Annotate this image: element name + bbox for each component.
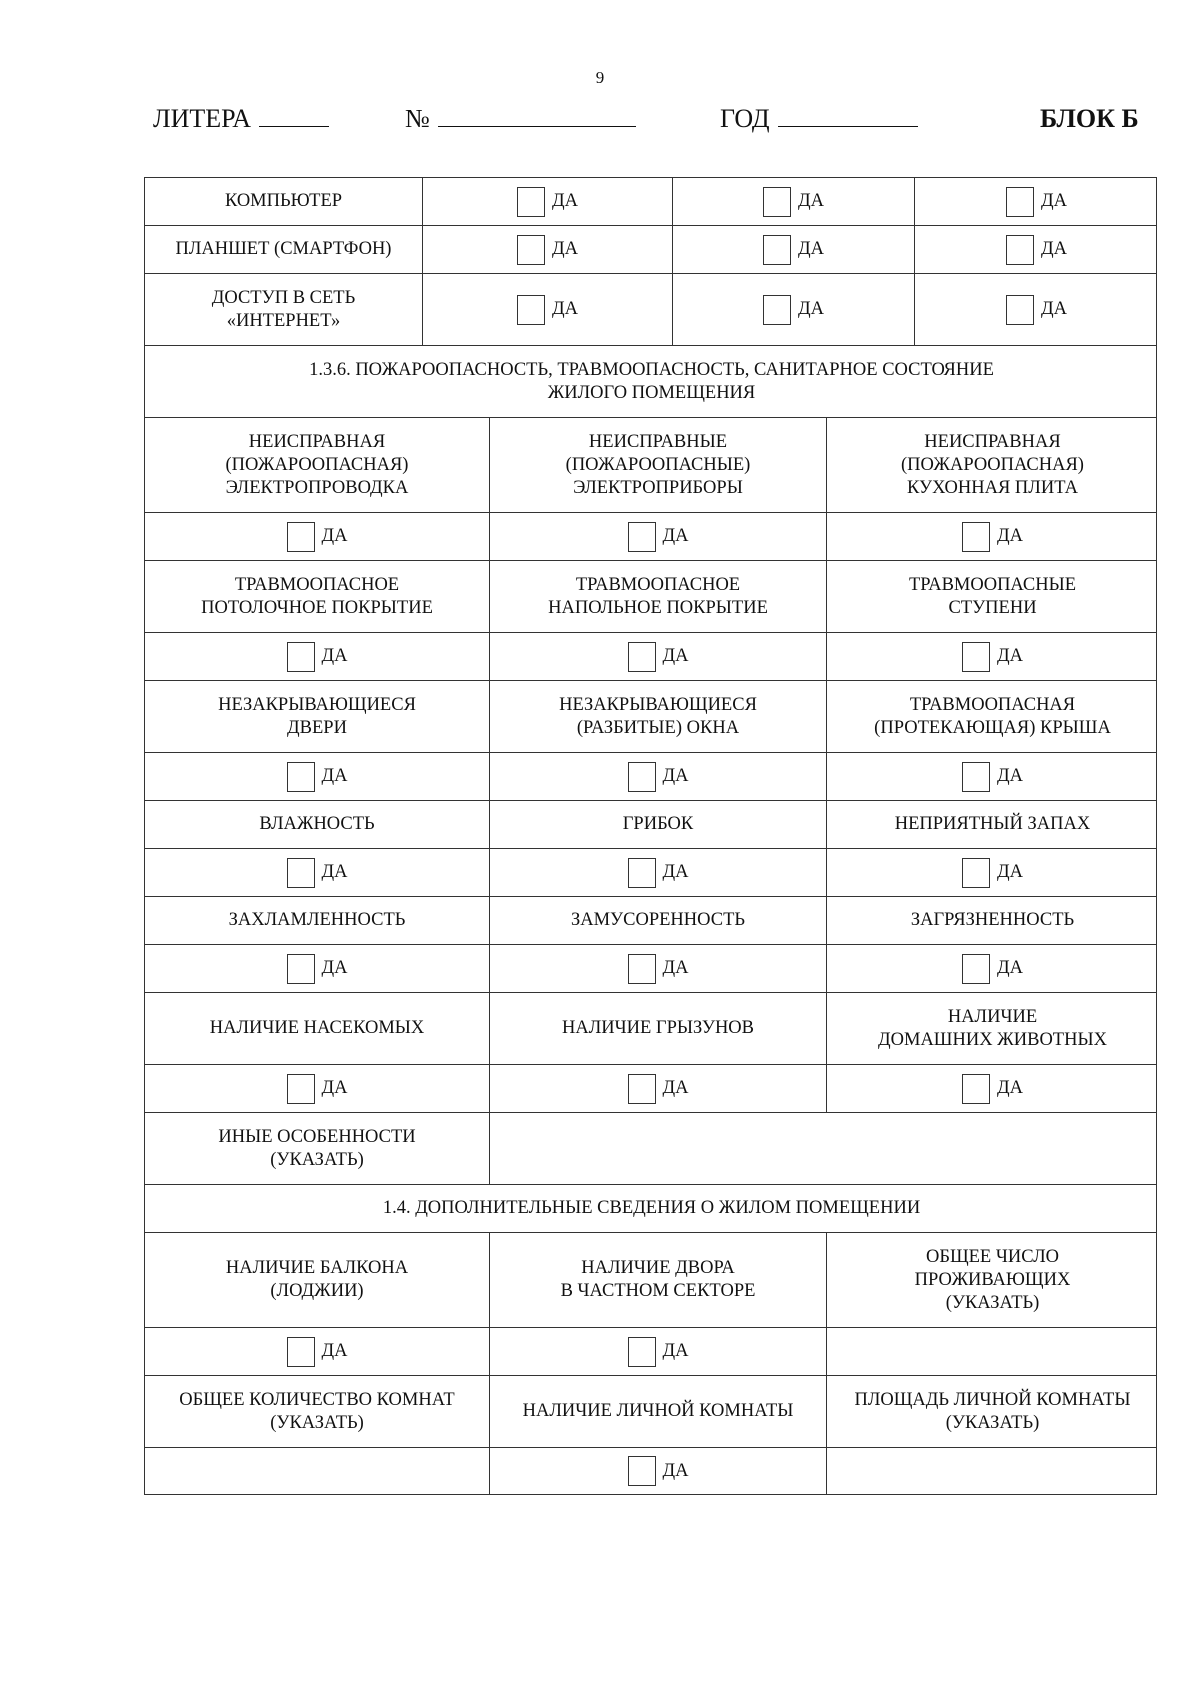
- criteria-label-cell: [826, 681, 1158, 752]
- device-answer-cell: [914, 226, 1158, 273]
- criteria-answer-cell: [145, 945, 489, 992]
- device-2-col-2-yes-label: ДА: [798, 299, 824, 319]
- criteria-3-1-yes-label: ДА: [662, 862, 689, 882]
- criteria-1-1-yes-label: ДА: [662, 646, 689, 666]
- additional-label-cell: [489, 1376, 826, 1447]
- criteria-1-0-yes-label: ДА: [321, 646, 348, 666]
- device-row: [144, 177, 1157, 225]
- section-136-title: 1.3.6. ПОЖАРООПАСНОСТЬ, ТРАВМООПАСНОСТЬ, САНИТАРНОЕ СОСТОЯНИЕ ЖИЛОГО ПОМЕЩЕНИЯ: [309, 359, 994, 403]
- criteria-3-0-yes-label: ДА: [321, 862, 348, 882]
- device-answer-cell: [422, 226, 672, 273]
- criteria-5-2-yes-label: ДА: [997, 1078, 1023, 1098]
- criteria-label-cell: [489, 993, 826, 1064]
- section-title-cell: [145, 1185, 1158, 1232]
- yard-option: [628, 1337, 689, 1367]
- criteria-answer-row: [144, 512, 1157, 560]
- device-row: [144, 273, 1157, 345]
- yard-checkbox[interactable]: [628, 1337, 656, 1367]
- criteria-answer-row: [144, 944, 1157, 992]
- criteria-label: НАЛИЧИЕ ДОМАШНИХ ЖИВОТНЫХ: [878, 1006, 1107, 1050]
- device-1-col-2-option: [763, 235, 824, 265]
- criteria-4-1-checkbox[interactable]: [628, 954, 656, 984]
- number-field: [405, 104, 636, 134]
- device-2-col-1-option: [517, 295, 578, 325]
- criteria-4-2-checkbox[interactable]: [962, 954, 990, 984]
- criteria-3-0-option: [287, 858, 348, 888]
- additional-label-cell: [826, 1233, 1158, 1327]
- criteria-2-0-yes-label: ДА: [321, 766, 348, 786]
- criteria-2-1-yes-label: ДА: [662, 766, 689, 786]
- criteria-label: НЕИСПРАВНАЯ (ПОЖАРООПАСНАЯ) КУХОННАЯ ПЛИТА: [901, 431, 1084, 498]
- criteria-0-2-checkbox[interactable]: [962, 522, 990, 552]
- criteria-4-0-checkbox[interactable]: [287, 954, 315, 984]
- device-label: ПЛАНШЕТ (СМАРТФОН): [175, 239, 392, 259]
- device-1-col-3-yes-label: ДА: [1041, 239, 1067, 259]
- criteria-0-1-yes-label: ДА: [662, 526, 689, 546]
- device-0-col-2-checkbox[interactable]: [763, 187, 791, 217]
- balcony-checkbox[interactable]: [287, 1337, 315, 1367]
- section-title-cell: [145, 346, 1158, 417]
- criteria-label-row: [144, 992, 1157, 1064]
- year-input-line[interactable]: [778, 104, 918, 127]
- criteria-0-2-option: [962, 522, 1023, 552]
- criteria-label-cell: [826, 801, 1158, 848]
- criteria-label-cell: [145, 681, 489, 752]
- criteria-5-0-checkbox[interactable]: [287, 1074, 315, 1104]
- criteria-answer-cell: [489, 945, 826, 992]
- criteria-label-cell: [489, 681, 826, 752]
- criteria-label-row: [144, 680, 1157, 752]
- criteria-answer-cell: [145, 633, 489, 680]
- other-features-row: [144, 1112, 1157, 1184]
- criteria-label: ТРАВМООПАСНОЕ НАПОЛЬНОЕ ПОКРЫТИЕ: [548, 574, 768, 618]
- criteria-answer-cell: [826, 633, 1158, 680]
- device-2-col-3-yes-label: ДА: [1041, 299, 1067, 319]
- criteria-5-0-option: [287, 1074, 348, 1104]
- criteria-1-2-checkbox[interactable]: [962, 642, 990, 672]
- criteria-3-0-checkbox[interactable]: [287, 858, 315, 888]
- device-label: ДОСТУП В СЕТЬ «ИНТЕРНЕТ»: [211, 287, 356, 331]
- criteria-3-2-yes-label: ДА: [997, 862, 1023, 882]
- device-answer-cell: [914, 178, 1158, 225]
- additional-answer-cell: [489, 1328, 826, 1375]
- criteria-label-cell: [826, 993, 1158, 1064]
- criteria-0-0-option: [287, 522, 348, 552]
- criteria-label-cell: [145, 561, 489, 632]
- additional-label: НАЛИЧИЕ БАЛКОНА (ЛОДЖИИ): [225, 1258, 409, 1301]
- criteria-answer-cell: [489, 1065, 826, 1112]
- device-label-cell: [145, 178, 422, 225]
- additional-label: ПЛОЩАДЬ ЛИЧНОЙ КОМНАТЫ (УКАЗАТЬ): [854, 1389, 1131, 1433]
- criteria-1-0-checkbox[interactable]: [287, 642, 315, 672]
- additional-label-cell: [145, 1233, 489, 1327]
- device-label-cell: [145, 226, 422, 273]
- criteria-3-2-option: [962, 858, 1023, 888]
- litera-label: ЛИТЕРА: [153, 104, 252, 133]
- rooms-count-input-cell[interactable]: [145, 1448, 489, 1494]
- criteria-label-cell: [826, 418, 1158, 512]
- device-answer-cell: [672, 178, 914, 225]
- block-label: БЛОК Б: [1040, 104, 1139, 133]
- criteria-5-1-checkbox[interactable]: [628, 1074, 656, 1104]
- criteria-1-1-option: [628, 642, 689, 672]
- device-0-col-2-yes-label: ДА: [798, 191, 824, 211]
- criteria-answer-cell: [489, 633, 826, 680]
- criteria-label: НЕИСПРАВНАЯ (ПОЖАРООПАСНАЯ) ЭЛЕКТРОПРОВОДКА: [225, 431, 409, 498]
- criteria-label-cell: [489, 561, 826, 632]
- criteria-0-1-checkbox[interactable]: [628, 522, 656, 552]
- criteria-answer-cell: [145, 1065, 489, 1112]
- other-features-input-cell[interactable]: [489, 1113, 1158, 1184]
- additional-label: ОБЩЕЕ ЧИСЛО ПРОЖИВАЮЩИХ (УКАЗАТЬ): [914, 1246, 1071, 1313]
- balcony-option: [287, 1337, 348, 1367]
- criteria-label: ВЛАЖНОСТЬ: [259, 814, 375, 834]
- device-0-col-2-option: [763, 187, 824, 217]
- criteria-0-0-checkbox[interactable]: [287, 522, 315, 552]
- criteria-4-1-yes-label: ДА: [662, 958, 689, 978]
- criteria-label: НЕЗАКРЫВАЮЩИЕСЯ (РАЗБИТЫЕ) ОКНА: [559, 694, 757, 738]
- criteria-5-1-option: [628, 1074, 689, 1104]
- device-2-col-2-checkbox[interactable]: [763, 295, 791, 325]
- criteria-2-0-checkbox[interactable]: [287, 762, 315, 792]
- device-0-col-1-yes-label: ДА: [552, 191, 578, 211]
- balcony-yes-label: ДА: [321, 1341, 348, 1361]
- criteria-label-row: [144, 896, 1157, 944]
- criteria-5-2-option: [962, 1074, 1023, 1104]
- device-0-col-3-option: [1006, 187, 1067, 217]
- criteria-5-2-checkbox[interactable]: [962, 1074, 990, 1104]
- additional-label: НАЛИЧИЕ ЛИЧНОЙ КОМНАТЫ: [522, 1401, 794, 1421]
- device-answer-cell: [914, 274, 1158, 345]
- additional-label-cell: [489, 1233, 826, 1327]
- criteria-label-cell: [489, 801, 826, 848]
- personal-room-yes-label: ДА: [662, 1460, 689, 1481]
- criteria-label: ТРАВМООПАСНОЕ ПОТОЛОЧНОЕ ПОКРЫТИЕ: [201, 574, 433, 618]
- criteria-2-2-checkbox[interactable]: [962, 762, 990, 792]
- additional-answer-row: [144, 1327, 1157, 1375]
- criteria-answer-cell: [826, 945, 1158, 992]
- criteria-1-1-checkbox[interactable]: [628, 642, 656, 672]
- criteria-4-1-option: [628, 954, 689, 984]
- criteria-label: НЕИСПРАВНЫЕ (ПОЖАРООПАСНЫЕ) ЭЛЕКТРОПРИБОРЫ: [565, 431, 751, 498]
- section-title-row: [144, 345, 1157, 417]
- device-answer-cell: [672, 226, 914, 273]
- section-title-row: [144, 1184, 1157, 1232]
- additional-label-cell: [145, 1376, 489, 1447]
- additional-label-cell: [826, 1376, 1158, 1447]
- criteria-0-0-yes-label: ДА: [321, 526, 348, 546]
- criteria-answer-row: [144, 632, 1157, 680]
- criteria-4-0-yes-label: ДА: [321, 958, 348, 978]
- yard-yes-label: ДА: [662, 1341, 689, 1361]
- criteria-label: ЗАХЛАМЛЕННОСТЬ: [228, 910, 406, 930]
- device-1-col-2-checkbox[interactable]: [763, 235, 791, 265]
- device-label-cell: [145, 274, 422, 345]
- additional-answer-row: [144, 1447, 1157, 1495]
- criteria-1-2-yes-label: ДА: [997, 646, 1023, 666]
- device-answer-cell: [422, 178, 672, 225]
- criteria-answer-cell: [826, 513, 1158, 560]
- criteria-5-1-yes-label: ДА: [662, 1078, 689, 1098]
- device-label: КОМПЬЮТЕР: [224, 191, 343, 211]
- device-2-col-3-option: [1006, 295, 1067, 325]
- criteria-4-2-yes-label: ДА: [997, 958, 1023, 978]
- litera-input-line[interactable]: [259, 104, 329, 127]
- criteria-label: ТРАВМООПАСНАЯ (ПРОТЕКАЮЩАЯ) КРЫША: [874, 694, 1111, 738]
- additional-label-row: [144, 1375, 1157, 1447]
- criteria-label: ЗАМУСОРЕННОСТЬ: [570, 910, 746, 930]
- device-answer-cell: [422, 274, 672, 345]
- personal-room-checkbox[interactable]: [628, 1456, 656, 1486]
- other-features-label: ИНЫЕ ОСОБЕННОСТИ (УКАЗАТЬ): [218, 1126, 416, 1170]
- criteria-label-cell: [145, 418, 489, 512]
- additional-answer-cell: [489, 1448, 826, 1494]
- criteria-2-1-option: [628, 762, 689, 792]
- criteria-answer-cell: [145, 849, 489, 896]
- device-0-col-1-option: [517, 187, 578, 217]
- device-2-col-2-option: [763, 295, 824, 325]
- device-1-col-2-yes-label: ДА: [798, 239, 824, 259]
- additional-label-row: [144, 1232, 1157, 1327]
- page-number: 9: [595, 68, 605, 87]
- number-input-line[interactable]: [438, 104, 636, 127]
- device-1-col-1-checkbox[interactable]: [517, 235, 545, 265]
- criteria-answer-cell: [145, 753, 489, 800]
- criteria-answer-cell: [489, 849, 826, 896]
- other-features-label-cell: [145, 1113, 489, 1184]
- room-area-input-cell[interactable]: [826, 1448, 1158, 1494]
- criteria-5-0-yes-label: ДА: [321, 1078, 348, 1098]
- criteria-label-cell: [489, 897, 826, 944]
- device-1-col-1-yes-label: ДА: [552, 239, 578, 259]
- criteria-2-2-option: [962, 762, 1023, 792]
- device-row: [144, 225, 1157, 273]
- device-1-col-3-checkbox[interactable]: [1006, 235, 1034, 265]
- criteria-answer-row: [144, 752, 1157, 800]
- device-answer-cell: [672, 274, 914, 345]
- device-1-col-3-option: [1006, 235, 1067, 265]
- personal-room-option: [628, 1456, 689, 1486]
- criteria-label: ГРИБОК: [622, 814, 694, 834]
- criteria-0-1-option: [628, 522, 689, 552]
- criteria-answer-row: [144, 1064, 1157, 1112]
- criteria-label-cell: [826, 897, 1158, 944]
- number-label: №: [405, 104, 430, 133]
- criteria-2-0-option: [287, 762, 348, 792]
- section-14-title: 1.4. ДОПОЛНИТЕЛЬНЫЕ СВЕДЕНИЯ О ЖИЛОМ ПОМЕЩЕНИИ: [382, 1198, 921, 1218]
- criteria-label-cell: [826, 561, 1158, 632]
- criteria-3-1-option: [628, 858, 689, 888]
- criteria-label-row: [144, 560, 1157, 632]
- criteria-4-0-option: [287, 954, 348, 984]
- device-2-col-1-checkbox[interactable]: [517, 295, 545, 325]
- criteria-3-1-checkbox[interactable]: [628, 858, 656, 888]
- criteria-label-cell: [145, 897, 489, 944]
- device-0-col-1-checkbox[interactable]: [517, 187, 545, 217]
- criteria-label: НЕПРИЯТНЫЙ ЗАПАХ: [894, 814, 1091, 834]
- criteria-label: НАЛИЧИЕ НАСЕКОМЫХ: [209, 1018, 425, 1038]
- criteria-answer-row: [144, 848, 1157, 896]
- device-2-col-1-yes-label: ДА: [552, 299, 578, 319]
- residents-count-input-cell[interactable]: [826, 1328, 1158, 1375]
- additional-label: ОБЩЕЕ КОЛИЧЕСТВО КОМНАТ (УКАЗАТЬ): [179, 1389, 455, 1433]
- criteria-answer-cell: [145, 513, 489, 560]
- criteria-label: НАЛИЧИЕ ГРЫЗУНОВ: [561, 1018, 755, 1038]
- year-label: ГОД: [720, 104, 770, 133]
- criteria-answer-cell: [826, 849, 1158, 896]
- criteria-answer-cell: [826, 1065, 1158, 1112]
- criteria-2-2-yes-label: ДА: [997, 766, 1023, 786]
- year-field: [720, 104, 918, 134]
- device-0-col-3-checkbox[interactable]: [1006, 187, 1034, 217]
- criteria-4-2-option: [962, 954, 1023, 984]
- criteria-label-cell: [145, 801, 489, 848]
- additional-answer-cell: [145, 1328, 489, 1375]
- criteria-3-2-checkbox[interactable]: [962, 858, 990, 888]
- device-0-col-3-yes-label: ДА: [1041, 191, 1067, 211]
- criteria-label: НЕЗАКРЫВАЮЩИЕСЯ ДВЕРИ: [218, 694, 416, 738]
- litera-field: [153, 104, 329, 134]
- criteria-label-row: [144, 417, 1157, 512]
- criteria-1-0-option: [287, 642, 348, 672]
- device-1-col-1-option: [517, 235, 578, 265]
- criteria-label-cell: [489, 418, 826, 512]
- criteria-label-cell: [145, 993, 489, 1064]
- criteria-1-2-option: [962, 642, 1023, 672]
- criteria-answer-cell: [489, 753, 826, 800]
- criteria-2-1-checkbox[interactable]: [628, 762, 656, 792]
- criteria-answer-cell: [489, 513, 826, 560]
- criteria-label: ЗАГРЯЗНЕННОСТЬ: [910, 910, 1075, 930]
- criteria-answer-cell: [826, 753, 1158, 800]
- device-2-col-3-checkbox[interactable]: [1006, 295, 1034, 325]
- criteria-label-row: [144, 800, 1157, 848]
- additional-label: НАЛИЧИЕ ДВОРА В ЧАСТНОМ СЕКТОРЕ: [560, 1258, 756, 1301]
- criteria-0-2-yes-label: ДА: [997, 526, 1023, 546]
- criteria-label: ТРАВМООПАСНЫЕ СТУПЕНИ: [908, 574, 1077, 618]
